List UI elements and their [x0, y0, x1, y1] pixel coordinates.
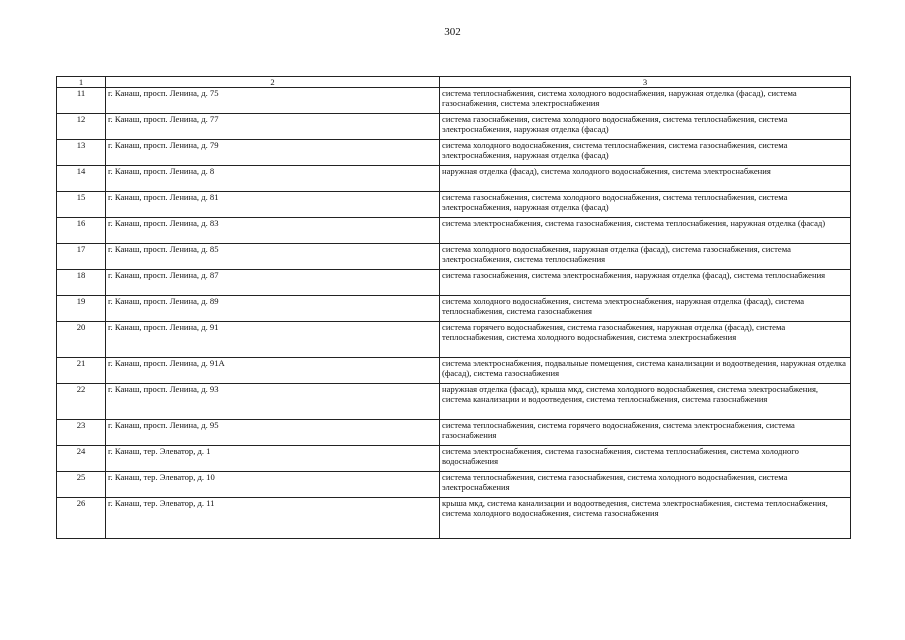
- row-address: г. Канаш, просп. Ленина, д. 91: [106, 322, 440, 358]
- row-address: г. Канаш, тер. Элеватор, д. 1: [106, 446, 440, 472]
- row-address: г. Канаш, просп. Ленина, д. 8: [106, 166, 440, 192]
- row-number: 15: [57, 192, 106, 218]
- table-row: [57, 192, 851, 218]
- row-systems: система электроснабжения, система газоснабжения, система теплоснабжения, система холодного водоснабжения: [440, 446, 851, 472]
- row-number: 16: [57, 218, 106, 244]
- row-systems: система газоснабжения, система электроснабжения, наружная отделка (фасад), система теплоснабжения: [440, 270, 851, 296]
- row-address: г. Канаш, просп. Ленина, д. 79: [106, 140, 440, 166]
- row-address: г. Канаш, просп. Ленина, д. 95: [106, 420, 440, 446]
- table-row: [57, 244, 851, 270]
- row-systems: система газоснабжения, система холодного водоснабжения, система теплоснабжения, система электроснабжения, наружная отделка (фасад): [440, 114, 851, 140]
- row-address: г. Канаш, просп. Ленина, д. 87: [106, 270, 440, 296]
- row-number: 23: [57, 420, 106, 446]
- row-systems: крыша мкд, система канализации и водоотведения, система электроснабжения, система теплоснабжения, система холодного водоснабжения, система газоснабжения: [440, 498, 851, 539]
- table-row: [57, 166, 851, 192]
- table-row: [57, 358, 851, 384]
- row-number: 25: [57, 472, 106, 498]
- row-address: г. Канаш, просп. Ленина, д. 81: [106, 192, 440, 218]
- table-row: [57, 140, 851, 166]
- row-number: 20: [57, 322, 106, 358]
- row-number: 22: [57, 384, 106, 420]
- column-header-2: 2: [106, 77, 440, 88]
- table-row: [57, 296, 851, 322]
- row-number: 24: [57, 446, 106, 472]
- table-row: [57, 270, 851, 296]
- table-row: [57, 384, 851, 420]
- table-header-row: [57, 77, 851, 88]
- row-address: г. Канаш, тер. Элеватор, д. 10: [106, 472, 440, 498]
- table-row: [57, 114, 851, 140]
- row-address: г. Канаш, просп. Ленина, д. 89: [106, 296, 440, 322]
- row-number: 11: [57, 88, 106, 114]
- column-header-1: 1: [57, 77, 106, 88]
- objects-table: [56, 76, 851, 539]
- row-address: г. Канаш, просп. Ленина, д. 75: [106, 88, 440, 114]
- table-row: [57, 472, 851, 498]
- row-address: г. Канаш, просп. Ленина, д. 85: [106, 244, 440, 270]
- row-number: 19: [57, 296, 106, 322]
- row-systems: система теплоснабжения, система холодного водоснабжения, наружная отделка (фасад), система газоснабжения, система электроснабжения: [440, 88, 851, 114]
- table-row: [57, 446, 851, 472]
- row-address: г. Канаш, просп. Ленина, д. 93: [106, 384, 440, 420]
- table-row: [57, 498, 851, 539]
- row-number: 14: [57, 166, 106, 192]
- row-systems: система электроснабжения, подвальные помещения, система канализации и водоотведения, наружная отделка (фасад), система газоснабжения: [440, 358, 851, 384]
- row-systems: система газоснабжения, система холодного водоснабжения, система теплоснабжения, система электроснабжения, наружная отделка (фасад): [440, 192, 851, 218]
- table-row: [57, 420, 851, 446]
- row-number: 12: [57, 114, 106, 140]
- row-address: г. Канаш, просп. Ленина, д. 91А: [106, 358, 440, 384]
- row-number: 17: [57, 244, 106, 270]
- table-row: [57, 88, 851, 114]
- row-systems: система теплоснабжения, система газоснабжения, система холодного водоснабжения, система электроснабжения: [440, 472, 851, 498]
- row-systems: система холодного водоснабжения, наружная отделка (фасад), система газоснабжения, система электроснабжения, система теплоснабжения: [440, 244, 851, 270]
- row-number: 18: [57, 270, 106, 296]
- row-systems: система электроснабжения, система газоснабжения, система теплоснабжения, наружная отделка (фасад): [440, 218, 851, 244]
- column-header-3: 3: [440, 77, 851, 88]
- row-systems: система холодного водоснабжения, система электроснабжения, наружная отделка (фасад), система теплоснабжения, система газоснабжения: [440, 296, 851, 322]
- page-number: 302: [444, 26, 461, 38]
- row-number: 21: [57, 358, 106, 384]
- row-address: г. Канаш, просп. Ленина, д. 77: [106, 114, 440, 140]
- row-address: г. Канаш, тер. Элеватор, д. 11: [106, 498, 440, 539]
- table-row: [57, 218, 851, 244]
- table-row: [57, 322, 851, 358]
- row-systems: наружная отделка (фасад), система холодного водоснабжения, система электроснабжения: [440, 166, 851, 192]
- row-systems: наружная отделка (фасад), крыша мкд, система холодного водоснабжения, система электроснабжения, система канализации и водоотведения, система теплоснабжения, система газоснабжения: [440, 384, 851, 420]
- row-number: 13: [57, 140, 106, 166]
- row-address: г. Канаш, просп. Ленина, д. 83: [106, 218, 440, 244]
- row-number: 26: [57, 498, 106, 539]
- row-systems: система теплоснабжения, система горячего водоснабжения, система электроснабжения, система газоснабжения: [440, 420, 851, 446]
- row-systems: система горячего водоснабжения, система газоснабжения, наружная отделка (фасад), система теплоснабжения, система холодного водоснабжения, система электроснабжения: [440, 322, 851, 358]
- row-systems: система холодного водоснабжения, система теплоснабжения, система газоснабжения, система электроснабжения, наружная отделка (фасад): [440, 140, 851, 166]
